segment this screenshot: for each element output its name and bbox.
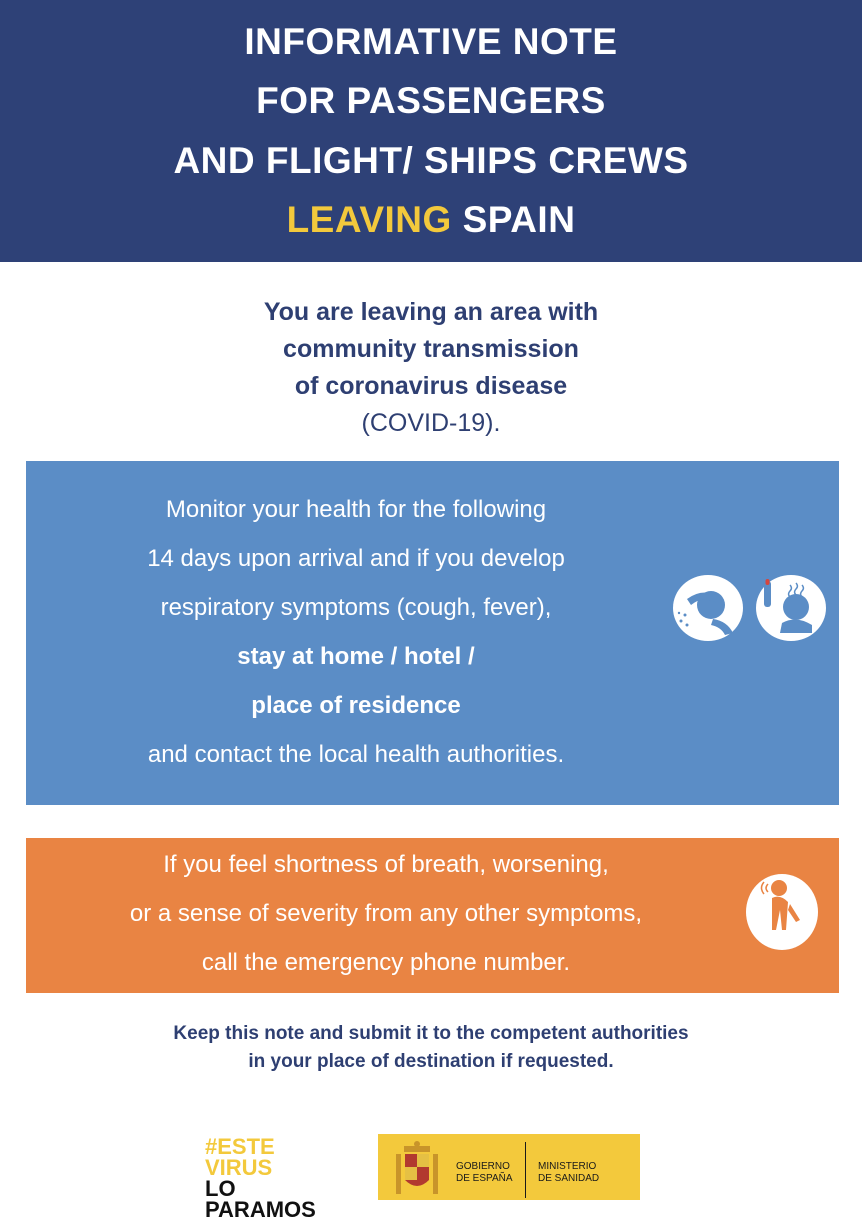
header-banner <box>0 0 862 262</box>
keep-note-line-1: Keep this note and submit it to the competent authorities <box>173 1023 689 1044</box>
campaign-line-4: PARAMOS <box>205 1197 316 1222</box>
monitor-line-3: respiratory symptoms (cough, fever), <box>160 594 552 621</box>
keep-note-line-2: in your place of destination if requested. <box>248 1051 614 1072</box>
emergency-line-2: or a sense of severity from any other symptoms, <box>129 900 643 927</box>
logo-divider <box>525 1142 526 1198</box>
emergency-panel <box>26 838 839 993</box>
emergency-line-3: call the emergency phone number. <box>201 949 571 976</box>
ministerio-line-2: DE SANIDAD <box>538 1173 600 1184</box>
monitor-health-panel <box>26 461 839 805</box>
gobierno-line-1: GOBIERNO <box>456 1161 510 1172</box>
cough-person-icon <box>673 575 743 641</box>
title-line-3: AND FLIGHT/ SHIPS CREWS <box>173 140 689 181</box>
gobierno-line-2: DE ESPAÑA <box>456 1173 513 1184</box>
campaign-line-1: #ESTE <box>205 1134 275 1159</box>
intro-line-2: community transmission <box>283 335 579 363</box>
title-line-1: INFORMATIVE NOTE <box>244 21 618 62</box>
title-spain: SPAIN <box>451 199 576 240</box>
breath-svg <box>746 874 818 950</box>
title-accent-leaving: LEAVING <box>286 199 452 240</box>
keep-note-text <box>0 1020 862 1076</box>
ministerio-line-1: MINISTERIO <box>538 1161 597 1172</box>
monitor-line-5: place of residence <box>251 692 461 719</box>
intro-text <box>0 294 862 442</box>
fever-thermometer-icon <box>756 575 826 641</box>
coat-of-arms-icon <box>392 1140 442 1200</box>
government-logo <box>378 1134 640 1200</box>
fever-svg <box>756 575 826 641</box>
monitor-line-2: 14 days upon arrival and if you develop <box>147 545 565 572</box>
cough-person-svg <box>673 575 743 641</box>
monitor-line-6: and contact the local health authorities. <box>147 741 565 768</box>
intro-line-1: You are leaving an area with <box>263 298 599 326</box>
title-line-4 <box>0 198 862 242</box>
campaign-logo <box>205 1134 365 1222</box>
campaign-line-3: LO <box>205 1176 236 1201</box>
monitor-line-1: Monitor your health for the following <box>165 496 547 523</box>
intro-line-3: of coronavirus disease <box>294 372 568 400</box>
emergency-line-1: If you feel shortness of breath, worsening, <box>163 851 609 878</box>
title-line-2: FOR PASSENGERS <box>256 80 606 121</box>
intro-line-4: (COVID-19). <box>361 409 501 437</box>
campaign-line-2: VIRUS <box>205 1155 273 1180</box>
shortness-of-breath-icon <box>746 874 818 950</box>
monitor-line-4: stay at home / hotel / <box>237 643 475 670</box>
